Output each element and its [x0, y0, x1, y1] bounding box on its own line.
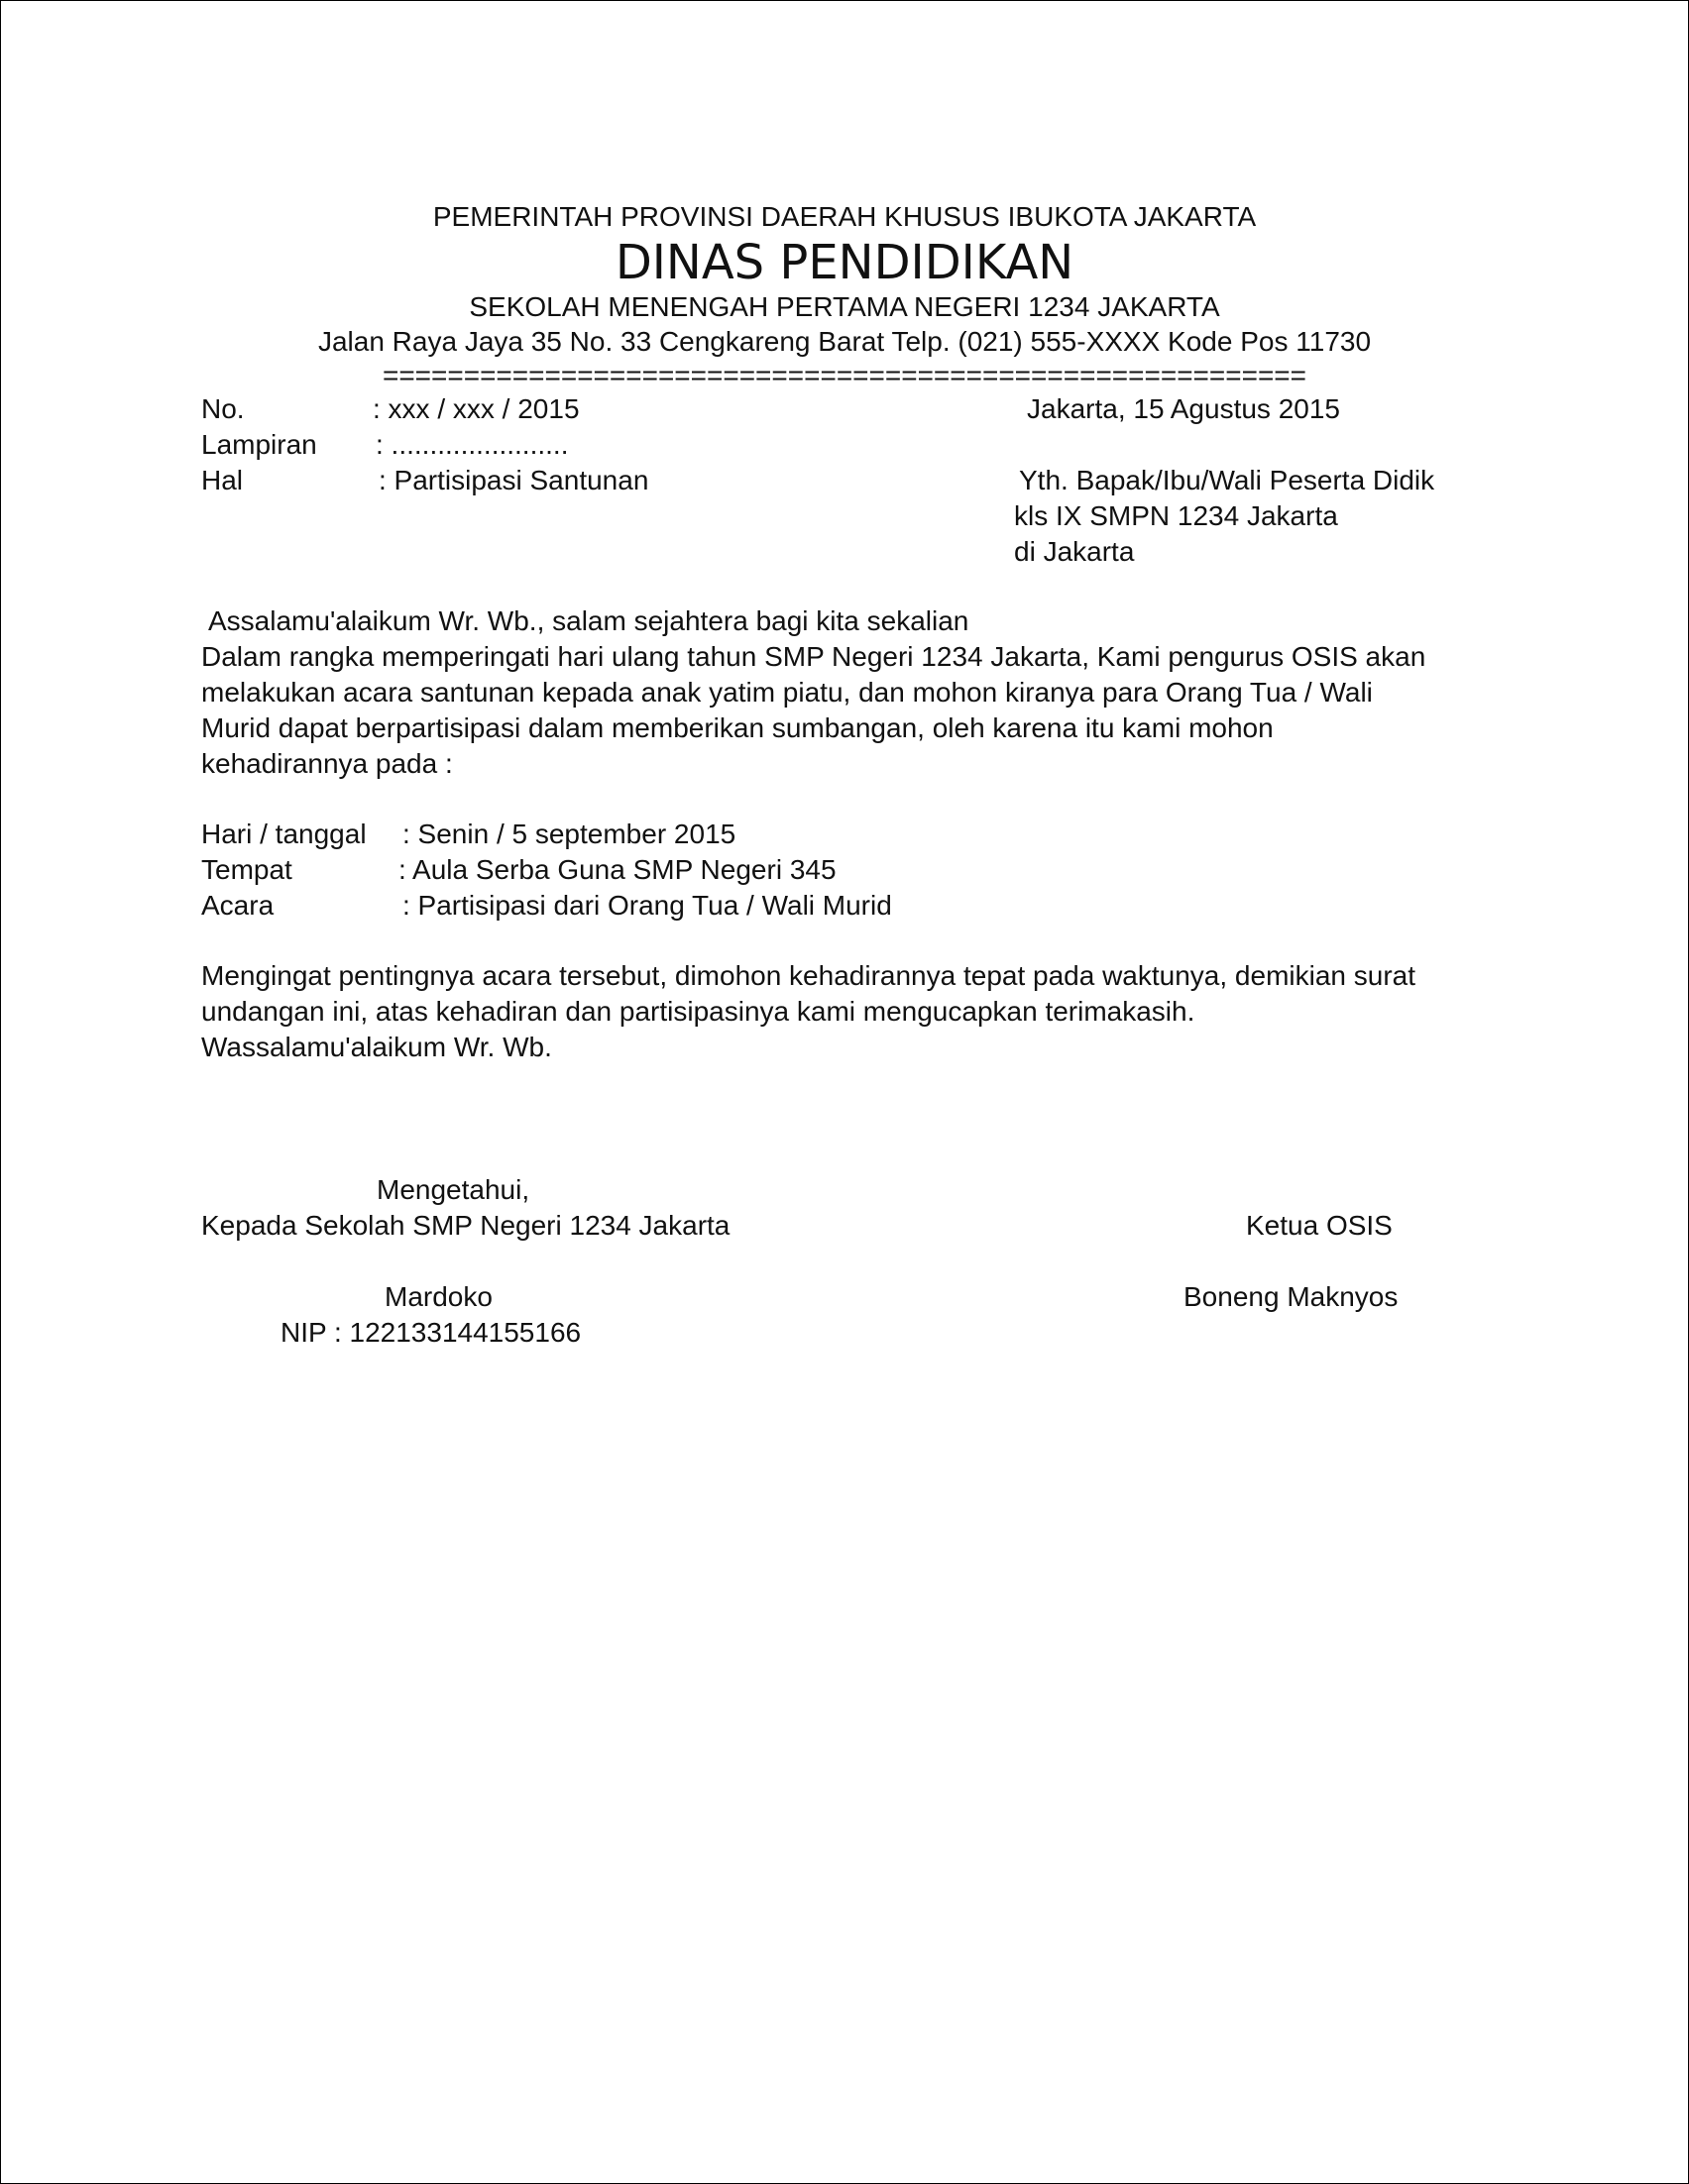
- attachment-value: : .......................: [376, 429, 569, 460]
- closing-line-1: Mengingat pentingnya acara tersebut, dimohon kehadirannya tepat pada waktunya, demikian surat: [201, 960, 1416, 991]
- left-signer-name: Mardoko: [385, 1281, 493, 1312]
- letterhead-address: Jalan Raya Jaya 35 No. 33 Cengkareng Barat Telp. (021) 555-XXXX Kode Pos 11730: [317, 326, 1372, 357]
- event-agenda-value: : Partisipasi dari Orang Tua / Wali Murid: [402, 890, 892, 921]
- left-signer-role: Kepada Sekolah SMP Negeri 1234 Jakarta: [201, 1210, 731, 1241]
- letterhead-agency: DINAS PENDIDIKAN: [615, 235, 1074, 290]
- subject-label: Hal: [201, 465, 244, 495]
- letterhead-divider: =========================================================: [382, 360, 1307, 390]
- number-label: No.: [201, 393, 245, 424]
- right-signer-role: Ketua OSIS: [1246, 1210, 1393, 1241]
- subject-value: : Partisipasi Santunan: [379, 465, 649, 495]
- letter-date: Jakarta, 15 Agustus 2015: [1027, 393, 1340, 424]
- event-day-label: Hari / tanggal: [201, 819, 367, 849]
- recipient-line-2: kls IX SMPN 1234 Jakarta: [1014, 500, 1338, 531]
- event-place-value: : Aula Serba Guna SMP Negeri 345: [398, 854, 837, 885]
- letterhead-school: SEKOLAH MENENGAH PERTAMA NEGERI 1234 JAKARTA: [469, 291, 1220, 322]
- greeting: Assalamu'alaikum Wr. Wb., salam sejahtera bagi kita sekalian: [208, 605, 969, 636]
- acknowledged-label: Mengetahui,: [377, 1174, 530, 1205]
- intro-line-1: Dalam rangka memperingati hari ulang tahun SMP Negeri 1234 Jakarta, Kami pengurus OSIS akan: [201, 641, 1426, 672]
- number-value: : xxx / xxx / 2015: [373, 393, 580, 424]
- event-place-label: Tempat: [201, 854, 292, 885]
- closing-line-3: Wassalamu'alaikum Wr. Wb.: [201, 1032, 552, 1062]
- event-agenda-label: Acara: [201, 890, 275, 921]
- attachment-label: Lampiran: [201, 429, 317, 460]
- intro-line-4: kehadirannya pada :: [201, 748, 453, 779]
- recipient-line-3: di Jakarta: [1014, 536, 1135, 567]
- left-signer-nip: NIP : 122133144155166: [281, 1317, 582, 1348]
- recipient-line-1: Yth. Bapak/Ibu/Wali Peserta Didik: [1019, 465, 1435, 495]
- intro-line-3: Murid dapat berpartisipasi dalam memberikan sumbangan, oleh karena itu kami mohon: [201, 712, 1274, 743]
- intro-line-2: melakukan acara santunan kepada anak yatim piatu, dan mohon kiranya para Orang Tua / Wali: [201, 677, 1373, 708]
- letterhead-government: PEMERINTAH PROVINSI DAERAH KHUSUS IBUKOTA JAKARTA: [432, 201, 1257, 232]
- event-day-value: : Senin / 5 september 2015: [402, 819, 736, 849]
- right-signer-name: Boneng Maknyos: [1183, 1281, 1399, 1312]
- closing-line-2: undangan ini, atas kehadiran dan partisipasinya kami mengucapkan terimakasih.: [201, 996, 1195, 1027]
